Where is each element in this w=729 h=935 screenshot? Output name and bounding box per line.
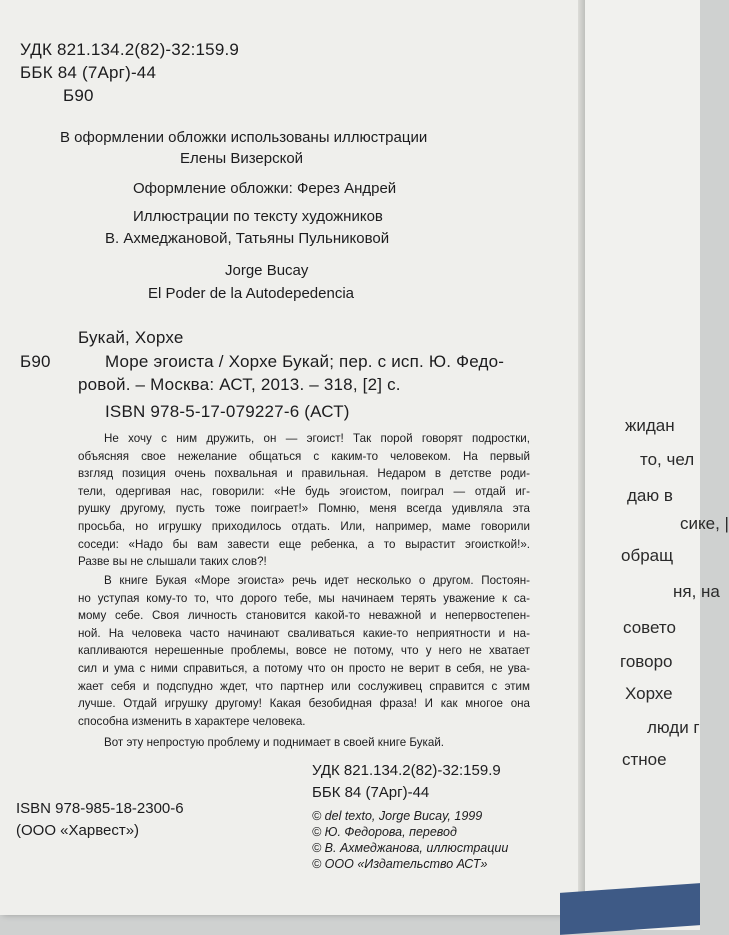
- udk-code: УДК 821.134.2(82)-32:159.9: [20, 40, 240, 59]
- annotation-line: просьба, но игрушку приходилось отдать. Или, например, маме говорили: [78, 519, 530, 533]
- annotation-line: Разве вы не слышали таких слов?!: [78, 555, 267, 569]
- facing-text-fragment: говоро: [620, 652, 673, 671]
- facing-text-fragment: Хорхе: [625, 684, 673, 703]
- catalog-description-line2: ровой. – Москва: АСТ, 2013. – 318, [2] с.: [78, 375, 401, 394]
- annotation-line: В книге Букая «Море эгоиста» речь идет несколько о другом. Постоян-: [104, 574, 530, 587]
- annotation-line: способна изменить в характере человека.: [78, 714, 306, 728]
- facing-text-fragment: совето: [623, 618, 676, 637]
- facing-text-fragment: то, чел: [640, 450, 695, 469]
- cover-design-credit: Оформление обложки: Ферез Андрей: [133, 180, 397, 197]
- annotation-paragraph-3: Вот эту непростую проблему и поднимает в своей книге Букай.: [104, 736, 445, 749]
- annotation-line: рушку другому, пусть тоже поиграет!» Помню, меня всегда удивляла эта: [78, 502, 530, 516]
- footer-isbn: ISBN 978-985-18-2300-6: [16, 800, 184, 817]
- book-page-right: [585, 0, 729, 930]
- catalog-isbn: ISBN 978-5-17-079227-6 (АСТ): [105, 402, 350, 421]
- cover-illustrator-name: Елены Визерской: [180, 150, 304, 167]
- catalog-code: Б90: [20, 352, 51, 371]
- catalog-description-line1: Море эгоиста / Хорхе Букай; пер. с исп. Ю. Федо-: [105, 352, 505, 371]
- footer-publisher: (ООО «Харвест»): [16, 822, 140, 839]
- annotation-line: объясняя свое нежелание общаться с каким-то человеком. На первый: [78, 449, 530, 463]
- copyright-line: © del texto, Jorge Bucay, 1999: [312, 809, 483, 823]
- annotation-line: капливаются нерешенные проблемы, вовсе не потому, что у него не хватает: [78, 644, 530, 658]
- facing-text-fragment: жидан: [625, 416, 675, 435]
- copyright-line: © Ю. Федорова, перевод: [312, 825, 457, 839]
- annotation-paragraph-2: [78, 572, 530, 730]
- annotation-line: Не хочу с ним дружить, он — эгоист! Так порой говорят подростки,: [104, 432, 530, 445]
- copyright-line: © ООО «Издательство АСТ»: [312, 857, 488, 871]
- facing-text-fragment: сике, |: [680, 514, 729, 533]
- facing-text-fragment: люди г: [647, 718, 700, 737]
- annotation-line: соседи: «Надо бы вам завести еще ребенка, а то вырастит эгоисткой!».: [78, 537, 530, 551]
- copyright-line: © В. Ахмеджанова, иллюстрации: [312, 841, 509, 855]
- catalog-author-heading: Букай, Хорхе: [78, 328, 184, 347]
- original-title: El Poder de la Autodepedencia: [148, 285, 354, 302]
- annotation-line: но уступая кому-то то, что дорого тебе, мы начинаем терять уважение к са-: [78, 591, 530, 605]
- copyright-block: [312, 808, 508, 872]
- annotation-line: ной. На человека часто начинают сваливаться какие-то неприятности и на-: [78, 626, 530, 640]
- text-illustrators-names: В. Ахмеджановой, Татьяны Пульниковой: [105, 230, 390, 247]
- footer-bbk: ББК 84 (7Арг)-44: [312, 784, 430, 801]
- annotation-line: сил и ума с ними справиться, а потому что он просто не верит в себя, не ува-: [78, 661, 530, 675]
- annotation-line: мому себе. Своя личность становится какой-то неважной и непервостепен-: [78, 609, 530, 623]
- cover-illustrations-credit: В оформлении обложки использованы иллюстрации: [60, 129, 428, 146]
- facing-text-fragment: даю в: [627, 486, 673, 505]
- facing-text-fragment: стное: [622, 750, 667, 769]
- annotation-line: лучше. Отдай игрушку другому! Какая безобидная фраза! И как многое она: [78, 697, 530, 711]
- text-illustrations-credit: Иллюстрации по тексту художников: [133, 208, 383, 225]
- annotation-line: жает себя и подспудно ждет, что партнер или сослуживец справится с этим: [78, 679, 530, 693]
- facing-text-fragment: обращ: [621, 546, 674, 565]
- annotation-paragraph-1: [78, 430, 530, 571]
- footer-udk: УДК 821.134.2(82)-32:159.9: [312, 762, 501, 779]
- author-code: Б90: [63, 86, 94, 105]
- annotation-line: взгляд позиция очень похвальная и правильная. Недаром в детстве роди-: [78, 467, 530, 481]
- facing-text-fragment: ня, на: [673, 582, 720, 601]
- annotation-line: тели, одергивая нас, говорили: «Не будь эгоистом, поиграл — отдай иг-: [78, 484, 530, 498]
- original-author: Jorge Bucay: [225, 262, 309, 279]
- bbk-code: ББК 84 (7Арг)-44: [20, 63, 157, 82]
